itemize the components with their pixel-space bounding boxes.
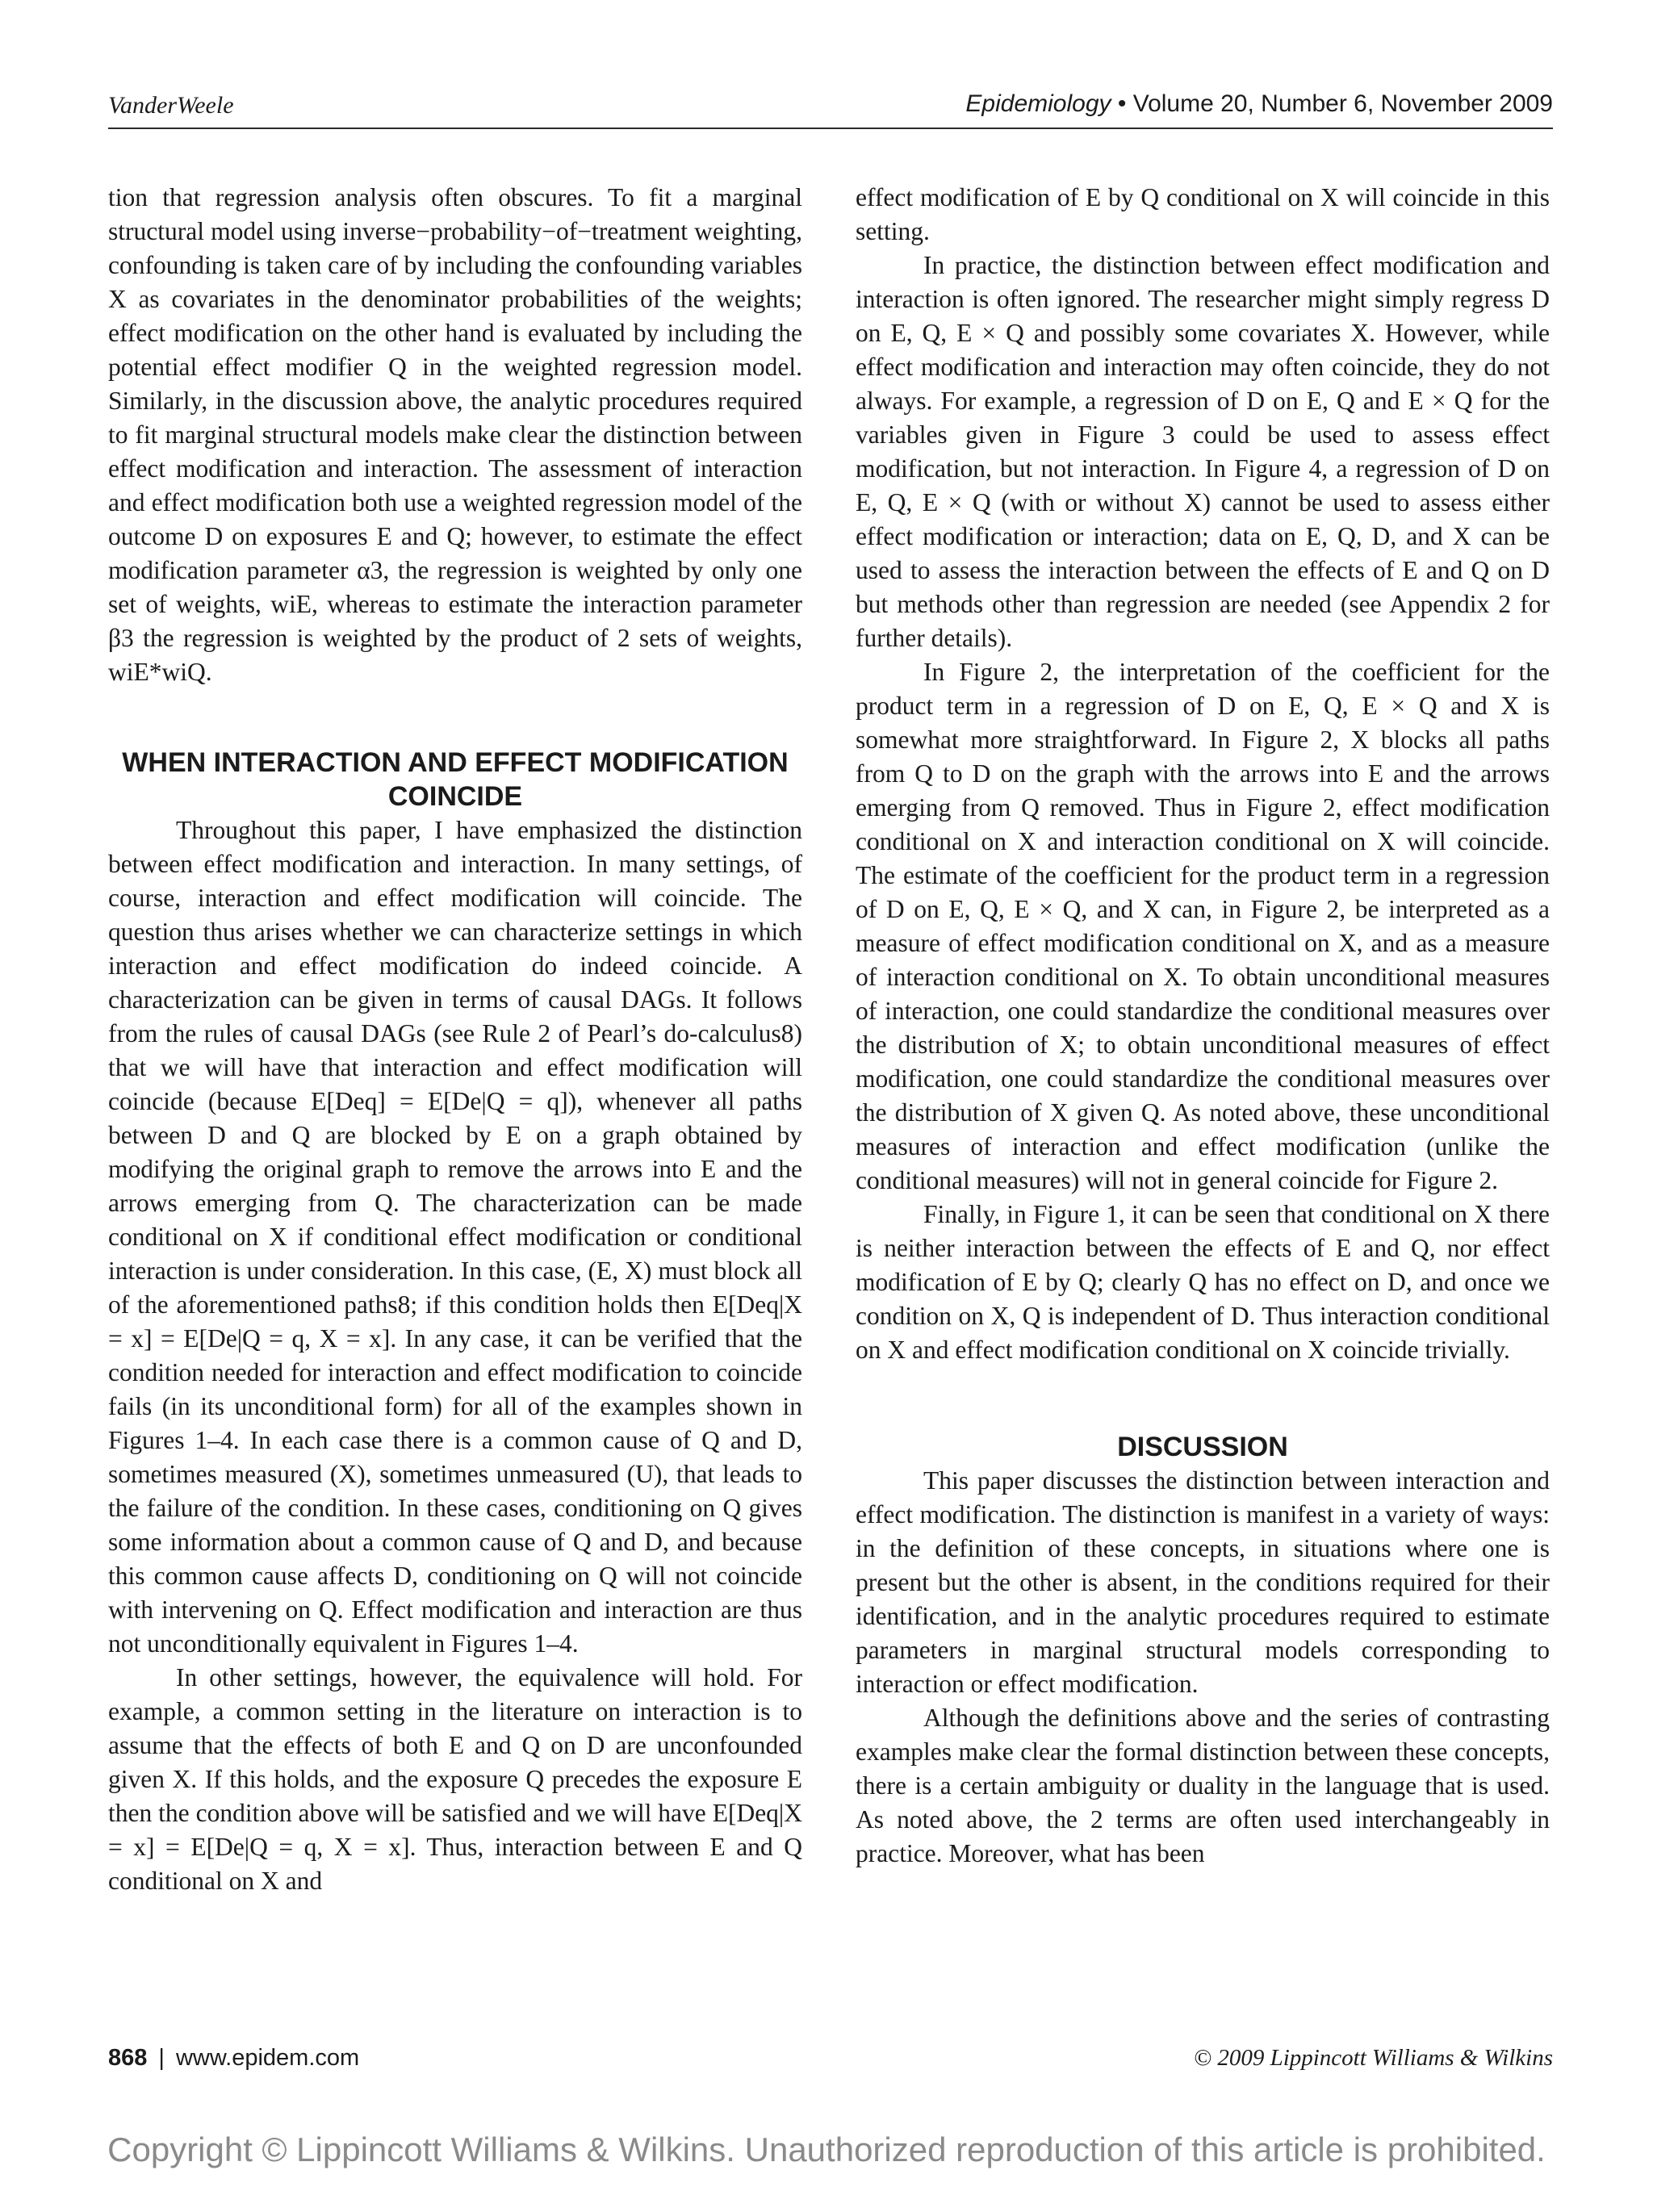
page-number: 868 (108, 2045, 148, 2071)
body-paragraph: Throughout this paper, I have emphasized the distinction between effect modification and interaction. In many settings, of course, interaction and effect modification will coincide. The question thus arises whether we can characterize settings in which interaction and effect modification do indeed coincide. A characterization can be given in terms of causal DAGs. It follows from the rules of causal DAGs (see Rule 2 of Pearl’s do-calculus8) that we will have that interaction and effect modification will coincide (because E[Deq] = E[De|Q = q]), whenever all paths between D and Q are blocked by E on a graph obtained by modifying the original graph to remove the arrows into E and the arrows emerging from Q. The characterization can be made conditional on X if conditional effect modification or conditional interaction is under consideration. In this case, (E, X) must block all of the aforementioned paths8; if this condition holds then E[Deq|X = x] = E[De|Q = q, X = x]. In any case, it can be verified that the condition needed for interaction and effect modification to coincide fails (in its unconditional form) for all of the examples shown in Figures 1–4. In each case there is a common cause of Q and D, sometimes measured (X), sometimes unmeasured (U), that leads to the failure of the condition. In these cases, conditioning on Q gives some information about a common cause of Q and D, and because this common cause affects D, conditioning on Q will not coincide with intervening on Q. Effect modification and interaction are thus not unconditionally equivalent in Figures 1–4. (108, 816, 802, 1658)
body-paragraph: Although the definitions above and the series of contrasting examples make clear the formal distinction between these concepts, there is a certain ambiguity or duality in the language that is used. As noted above, the 2 terms are often used interchangeably in practice. Moreover, what has been (856, 1704, 1550, 1867)
section-heading: DISCUSSION (1117, 1432, 1288, 1462)
right-column (856, 181, 1550, 1871)
footer-separator: | (158, 2045, 165, 2071)
journal-website: www.epidem.com (175, 2045, 360, 2071)
copyright-banner: Copyright © Lippincott Williams & Wilkins. Unauthorized reproduction of this article is prohibited. (107, 2130, 1546, 2168)
body-paragraph: In practice, the distinction between effect modification and interaction is often ignored. The researcher might simply regress D on E, Q, E × Q and possibly some covariates X. However, while effect modification and interaction may often coincide, they do not always. For example, a regression of D on E, Q and E × Q for the variables given in Figure 3 could be used to assess effect modification, but not interaction. In Figure 4, a regression of D on E, Q, E × Q (with or without X) cannot be used to assess either effect modification or interaction; data on E, Q, D, and X can be used to assess the interaction between the effects of E and Q on D but methods other than regression are needed (see Appendix 2 for further details). (856, 251, 1550, 652)
body-paragraph: This paper discusses the distinction between interaction and effect modification. The distinction is manifest in a variety of ways: in the definition of these concepts, in situations where one is present but the other is absent, in the conditions required for their identification, and in the analytic procedures required to estimate parameters in marginal structural models corresponding to interaction or effect modification. (856, 1466, 1550, 1698)
journal-details: • Volume 20, Number 6, November 2009 (1117, 90, 1553, 117)
footer-copyright: © 2009 Lippincott Williams & Wilkins (1194, 2045, 1553, 2071)
body-paragraph: In Figure 2, the interpretation of the coefficient for the product term in a regression of D on E, Q, E × Q and X is somewhat more straightforward. In Figure 2, X blocks all paths from Q to D on the graph with the arrows into E and the arrows emerging from Q removed. Thus in Figure 2, effect modification conditional on X and interaction conditional on X will coincide. The estimate of the coefficient for the product term in a regression of D on E, Q, E × Q, and X can, in Figure 2, be interpreted as a measure of effect modification conditional on X, and as a measure of interaction conditional on X. To obtain unconditional measures of interaction, one could standardize the conditional measures over the distribution of X; to obtain unconditional measures of effect modification, one could standardize the conditional measures over the distribution of X given Q. As noted above, these unconditional measures of interaction and effect modification (unlike the conditional measures) will not in general coincide for Figure 2. (856, 658, 1550, 1194)
running-header (108, 90, 1553, 129)
page-footer (108, 2045, 1553, 2077)
body-paragraph: tion that regression analysis often obscures. To fit a marginal structural model using inverse−probability−of−treatment weighting, confounding is taken care of by including the confounding variables X as covariates in the denominator probabilities of the weights; effect modification on the other hand is evaluated by including the potential effect modifier Q in the weighted regression model. Similarly, in the discussion above, the analytic procedures required to fit marginal structural models make clear the distinction between effect modification and interaction. The assessment of interaction and effect modification both use a weighted regression model of the outcome D on exposures E and Q; however, to estimate the effect modification parameter α3, the regression is weighted by only one set of weights, wiE, whereas to estimate the interaction parameter β3 the regression is weighted by the product of 2 sets of weights, wiE*wiQ. (108, 183, 802, 686)
page-info (108, 2045, 359, 2072)
section-heading: WHEN INTERACTION AND EFFECT MODIFICATION COINCIDE (122, 747, 789, 812)
running-header-journal (965, 90, 1553, 118)
body-paragraph: Finally, in Figure 1, it can be seen that conditional on X there is neither interaction between the effects of E and Q, nor effect modification of E by Q; clearly Q has no effect on D, and once we condition on X, Q is independent of D. Thus interaction conditional on X and effect modification conditional on X coincide trivially. (856, 1200, 1550, 1364)
left-column (108, 181, 802, 1898)
body-paragraph: In other settings, however, the equivalence will hold. For example, a common setting in the literature on interaction is to assume that the effects of both E and Q on D are unconfounded given X. If this holds, and the exposure Q precedes the exposure E then the condition above will be satisfied and we will have E[Deq|X = x] = E[De|Q = q, X = x]. Thus, interaction between E and Q conditional on X and (108, 1663, 802, 1895)
body-paragraph: effect modification of E by Q conditional on X will coincide in this setting. (856, 183, 1550, 245)
running-header-author: VanderWeele (108, 92, 234, 119)
journal-name: Epidemiology (965, 90, 1111, 117)
